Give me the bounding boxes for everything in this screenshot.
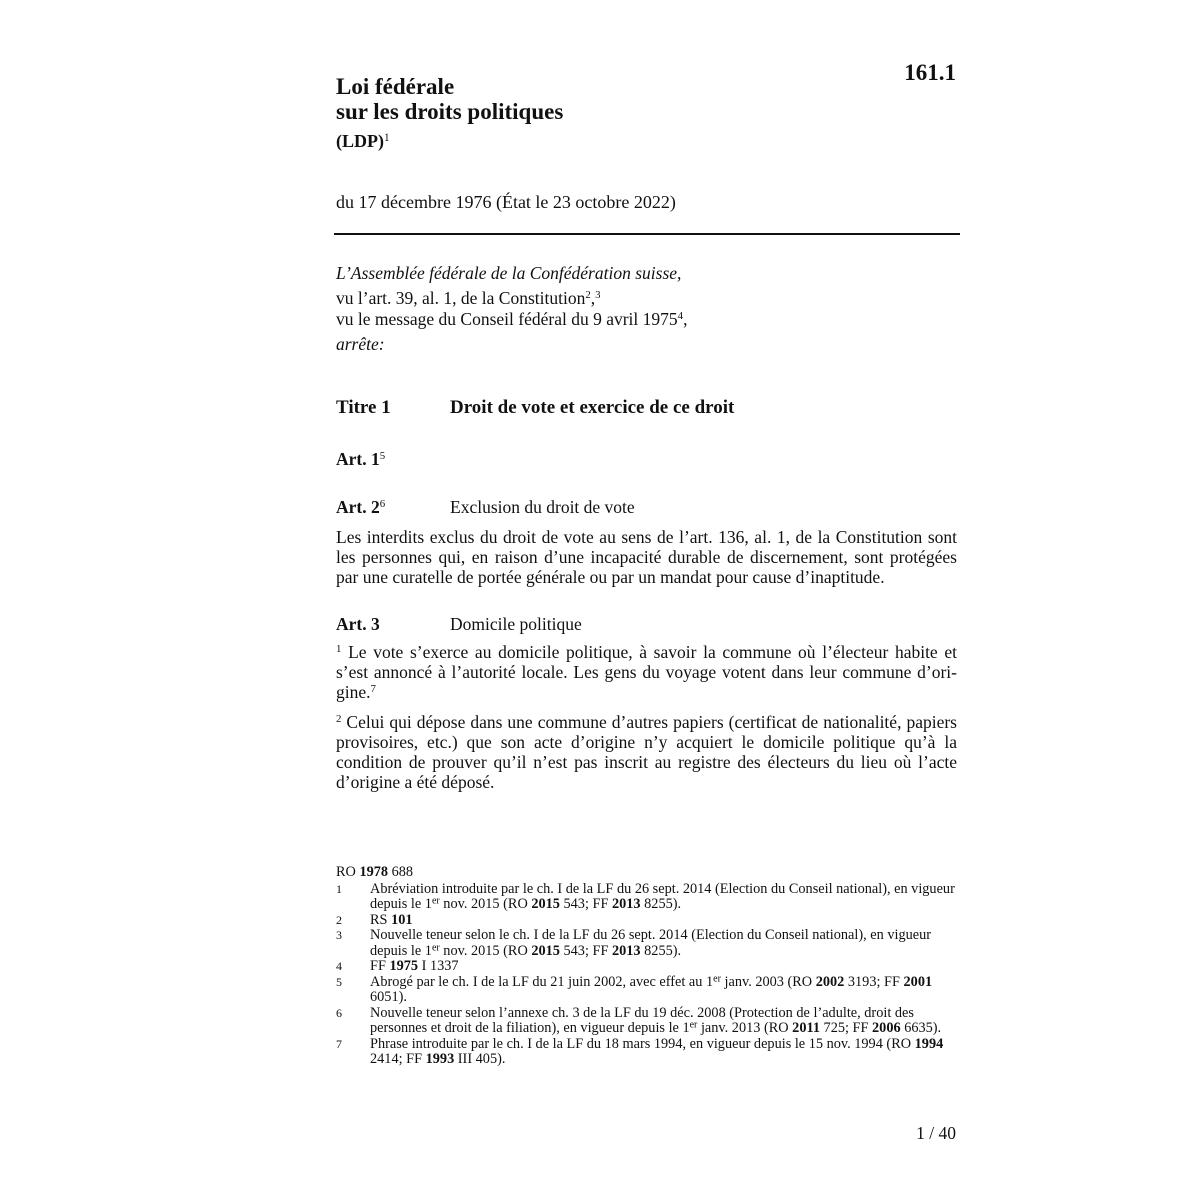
preamble bbox=[336, 263, 956, 355]
footnote-5-number: 5 bbox=[336, 974, 342, 989]
footnote-5-part-c: 3193; FF bbox=[844, 973, 904, 990]
footnote-1-part-c: 543; FF bbox=[559, 896, 612, 912]
footnote-1-part-a: Abréviation introduite par le ch. I de la LF du 26 sept. 2014 (Election du Conseil national), en vigueur depuis le 1 bbox=[370, 880, 955, 912]
footnote-5-ff-year: 2001 bbox=[903, 973, 933, 990]
footnote-ref-4[interactable]: 4 bbox=[677, 310, 684, 323]
footnote-6-ro-year: 2011 bbox=[792, 1020, 820, 1036]
article-3-heading bbox=[336, 614, 956, 635]
footnote-3-text bbox=[370, 928, 956, 959]
sr-number: 161.1 bbox=[904, 60, 956, 85]
footnote-3-part-c: 543; FF bbox=[559, 942, 612, 959]
footnote-4 bbox=[336, 959, 956, 975]
footnote-4-ff-year: 1975 bbox=[389, 958, 419, 974]
footnote-6-ordinal: er bbox=[689, 1019, 698, 1031]
source-prefix: RO bbox=[336, 864, 360, 880]
article-1-number-text: Art. 1 bbox=[336, 449, 380, 469]
footnote-3-part-d: 8255). bbox=[640, 942, 682, 959]
footnote-7 bbox=[336, 1037, 956, 1068]
footnote-7-part-a: Phrase introduite par le ch. I de la LF du 18 mars 1994, en vigueur depuis le 15 nov. 1994 (RO bbox=[370, 1035, 915, 1052]
footnote-ref-1[interactable]: 1 bbox=[384, 131, 390, 144]
titre-number: Titre 1 bbox=[336, 397, 391, 418]
footnote-1-ordinal: er bbox=[431, 895, 440, 907]
article-2-text: Les interdits exclus du droit de vote au sens de l’art. 136, al. 1, de la Constitution sont les personnes qui, en raison d’une incapacité durable de discernement, sont protégées par une curatelle de portée générale ou par un mandat pour cause d’inaptitude. bbox=[336, 527, 957, 587]
footnote-5-part-a: Abrogé par le ch. I de la LF du 21 juin 2002, avec effet au 1 bbox=[370, 973, 714, 990]
footnote-6-part-b: janv. 2013 (RO bbox=[697, 1020, 793, 1036]
article-3-paragraph-2-text: Celui qui dépose dans une commune d’autres papiers (certificat de nationalité, papiers provisoires, etc.) que son acte d’origine n’y acquiert le domicile politique qu’à la condition de prouver qu’il n’est pas inscrit au registre des électeurs du lieu où l’acte d’origine a été déposé. bbox=[336, 712, 957, 792]
preamble-arrete: arrête: bbox=[336, 334, 385, 354]
preamble-vu-message bbox=[336, 309, 956, 330]
footnote-1 bbox=[336, 882, 956, 913]
footnote-6-part-a: Nouvelle teneur selon l’annexe ch. 3 de la LF du 19 déc. 2008 (Protection de l’adulte, droit des personnes et droit de la filiation), en vigueur depuis le 1 bbox=[370, 1004, 914, 1036]
footnote-7-ff-year: 1993 bbox=[425, 1051, 455, 1067]
footnote-ref-2[interactable]: 2 bbox=[585, 289, 591, 302]
law-title bbox=[336, 74, 563, 158]
preamble-vu-constitution bbox=[336, 288, 956, 309]
footnote-source bbox=[336, 865, 956, 881]
footnote-6 bbox=[336, 1006, 956, 1037]
article-2-title: Exclusion du droit de vote bbox=[450, 497, 635, 517]
footnote-5 bbox=[336, 975, 956, 1006]
article-3-paragraph-2 bbox=[336, 712, 957, 792]
footnote-6-text bbox=[370, 1006, 956, 1037]
footnote-5-part-d: 6051). bbox=[370, 989, 407, 1005]
footnote-6-ff-year: 2006 bbox=[872, 1020, 901, 1036]
preamble-end-comma: , bbox=[683, 309, 688, 329]
footnote-1-part-d: 8255). bbox=[640, 896, 682, 912]
paragraph-number-2: 2 bbox=[336, 713, 342, 726]
footnote-2-rs-number: 101 bbox=[391, 911, 413, 928]
footnote-7-part-c: 2414; FF bbox=[370, 1051, 426, 1067]
footnote-3-ordinal: er bbox=[431, 942, 440, 953]
footnote-2-number: 2 bbox=[336, 912, 342, 927]
article-2-number-text: Art. 2 bbox=[336, 497, 380, 517]
footnote-2-text bbox=[370, 913, 956, 929]
paragraph-number-1: 1 bbox=[336, 643, 342, 656]
footnote-3 bbox=[336, 928, 956, 959]
law-abbreviation bbox=[336, 124, 563, 158]
preamble-vu-message-text: vu le message du Conseil fédéral du 9 avril 1975 bbox=[336, 309, 678, 329]
preamble-vu-constitution-text: vu l’art. 39, al. 1, de la Constitution bbox=[336, 288, 586, 308]
footnote-3-part-b: nov. 2015 (RO bbox=[439, 942, 532, 959]
footnote-3-number: 3 bbox=[336, 928, 342, 942]
footnote-3-ff-year: 2013 bbox=[611, 942, 641, 959]
footnote-7-ro-year: 1994 bbox=[914, 1035, 944, 1052]
footnote-4-text bbox=[370, 959, 956, 975]
footnote-1-part-b: nov. 2015 (RO bbox=[439, 896, 532, 912]
article-1-heading bbox=[336, 449, 956, 470]
footnote-5-part-b: janv. 2003 (RO bbox=[720, 973, 816, 990]
titre-name: Droit de vote et exercice de ce droit bbox=[450, 397, 735, 418]
footnote-1-ro-year: 2015 bbox=[531, 896, 560, 912]
article-3-paragraph-1 bbox=[336, 642, 957, 702]
footnote-1-text bbox=[370, 882, 956, 913]
header-divider bbox=[334, 233, 960, 235]
footnote-ref-5[interactable]: 5 bbox=[379, 450, 386, 463]
footnote-1-number: 1 bbox=[336, 881, 342, 896]
footnote-7-part-d: III 405). bbox=[454, 1051, 506, 1067]
article-3-title: Domicile politique bbox=[450, 614, 582, 634]
footnote-5-text bbox=[370, 975, 956, 1006]
article-2-heading bbox=[336, 497, 956, 518]
footnote-4-part-a: FF bbox=[370, 958, 390, 974]
footnote-ref-3[interactable]: 3 bbox=[595, 289, 601, 302]
footnote-6-part-c: 725; FF bbox=[819, 1020, 873, 1036]
footnote-7-text bbox=[370, 1037, 956, 1068]
abbreviation-text: (LDP) bbox=[336, 131, 384, 151]
footnote-1-ff-year: 2013 bbox=[611, 896, 641, 912]
article-3-paragraph-1-text: Le vote s’exerce au domicile politique, à savoir la commune où l’électeur habite et s’est annoncé à l’autorité locale. Les gens du voyage votent dans leur commune d’origine. bbox=[336, 642, 957, 702]
footnote-6-number: 6 bbox=[336, 1005, 342, 1020]
footnote-7-number: 7 bbox=[336, 1036, 342, 1051]
footnote-2 bbox=[336, 913, 956, 929]
article-3-number: Art. 3 bbox=[336, 614, 380, 634]
footnote-4-number: 4 bbox=[336, 959, 342, 973]
article-2-number bbox=[336, 497, 450, 518]
article-1-number bbox=[336, 449, 450, 470]
titre-1-heading bbox=[336, 397, 956, 419]
footnote-ref-7[interactable]: 7 bbox=[370, 683, 376, 696]
footnote-3-part-a: Nouvelle teneur selon le ch. I de la LF du 26 sept. 2014 (Election du Conseil national), en vigueur depuis le 1 bbox=[370, 927, 932, 959]
footnote-6-part-d: 6635). bbox=[900, 1020, 942, 1036]
footnote-5-ordinal: er bbox=[713, 973, 721, 984]
footnote-ref-6[interactable]: 6 bbox=[379, 498, 386, 511]
footnotes bbox=[336, 865, 956, 1068]
law-date: du 17 décembre 1976 (État le 23 octobre 2022) bbox=[336, 192, 676, 212]
footnote-2-part-a: RS bbox=[370, 911, 392, 928]
law-title-line1: Loi fédérale bbox=[336, 74, 455, 99]
law-title-line2: sur les droits politiques bbox=[336, 99, 564, 124]
preamble-separator: , bbox=[590, 288, 596, 308]
page-number: 1 / 40 bbox=[916, 1123, 956, 1143]
footnote-4-part-c: I 1337 bbox=[418, 958, 459, 974]
preamble-assembly: L’Assemblée fédérale de la Confédération suisse, bbox=[336, 263, 682, 283]
source-year: 1978 bbox=[359, 864, 389, 880]
source-page: 688 bbox=[388, 864, 414, 880]
footnote-3-ro-year: 2015 bbox=[531, 942, 560, 959]
footnote-5-ro-year: 2002 bbox=[815, 973, 845, 990]
